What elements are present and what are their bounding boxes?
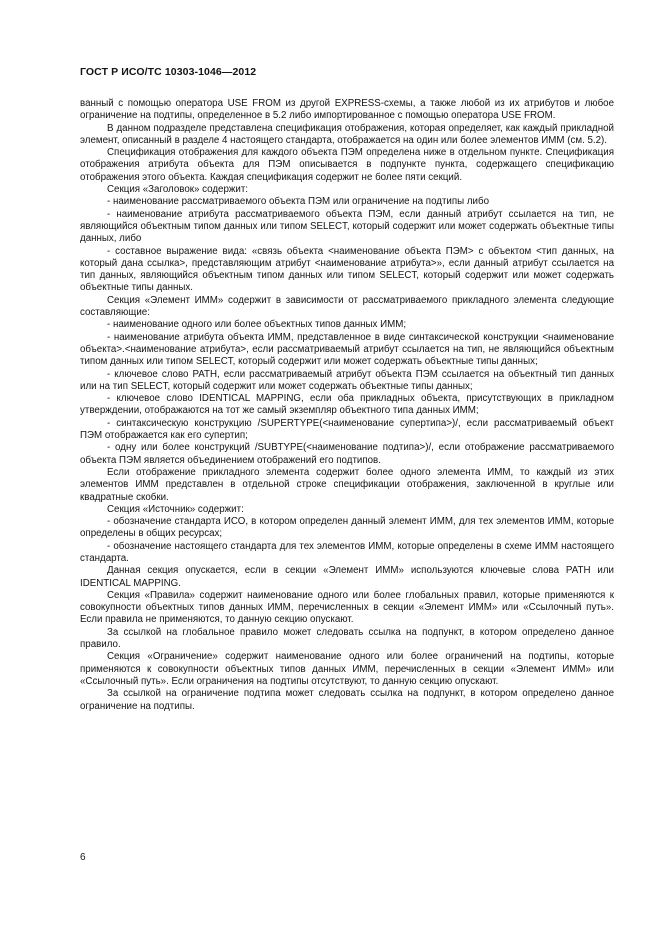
list-item: - обозначение настоящего стандарта для тех элементов ИММ, которые определены в схеме ИММ настоящего стандарта. <box>80 540 614 564</box>
list-item: - ключевое слово PATH, если рассматриваемый атрибут объекта ПЭМ ссылается на объектный тип данных или на тип SELECT, который содержит или может содержать объектные типы данных; <box>80 368 614 392</box>
list-item: - синтаксическую конструкцию /SUPERTYPE(<наименование супертипа>)/, если рассматриваемый объект ПЭМ отображается как его супертип; <box>80 417 614 442</box>
section-heading: Секция «Источник» содержит: <box>107 503 244 515</box>
paragraph: Если отображение прикладного элемента содержит более одного элемента ИММ, то каждый из этих элементов ИММ представлен в отдельной строке спецификации отображения, заключенной в круглые или квадратные скобки. <box>80 466 614 503</box>
paragraph: Секция «Правила» содержит наименование одного или более глобальных правил, которые применяются к совокупности объектных типов данных ИММ, перечисленных в секции «Элемент ИММ» или «Ссылочный путь». Если правила не применяются, то данную секцию опускают. <box>80 589 614 626</box>
paragraph: Спецификация отображения для каждого объекта ПЭМ определена ниже в отдельном пункте. Спецификация отображения атрибута объекта для ПЭМ описывается в подпункте пункта, содержащего спецификацию отображения этого объекта. Каждая спецификация содержит не более пяти секций. <box>80 147 614 183</box>
section-heading: Секция «Заголовок» содержит: <box>107 184 249 196</box>
list-item: - ключевое слово IDENTICAL MAPPING, если оба прикладных объекта, присутствующих в прикладном утверждении, отображаются на тот же самый экземпляр объектного типа данных ИММ; <box>80 393 614 417</box>
paragraph: Секция «Элемент ИММ» содержит в зависимости от рассматриваемого прикладного элемента следующие составляющие: <box>80 294 614 319</box>
paragraph: ванный с помощью оператора USE FROM из другой EXPRESS-схемы, а также любой из их атрибутов и любое ограничение на подтипы, определенное в 5.2 либо импортированное с помощью оператора USE FROM. <box>80 98 614 122</box>
page-number: 6 <box>80 852 86 863</box>
paragraph: Секция «Ограничение» содержит наименование одного или более ограничений на подтипы, которые применяются к совокупности объектных типов данных ИММ, перечисленных в секции «Элемент ИММ» или «Ссылочный путь». Если ограничения на подтипы отсутствуют, то данную секцию опускают. <box>80 651 614 687</box>
body-text <box>80 98 614 713</box>
list-item: - наименование рассматриваемого объекта ПЭМ или ограничение на подтипы либо <box>107 196 490 208</box>
document-header: ГОСТ Р ИСО/ТС 10303-1046—2012 <box>80 66 257 78</box>
list-item: - наименование одного или более объектных типов данных ИММ; <box>107 319 407 331</box>
paragraph: Данная секция опускается, если в секции «Элемент ИММ» используются ключевые слова PATH или IDENTICAL MAPPING. <box>80 565 614 589</box>
list-item: - наименование атрибута объекта ИММ, представленное в виде синтаксической конструкции <наименование объекта>.<наименование атрибута>, если рассматриваемый атрибут ссылается на тип, не являющийся объектным типом данных или типом SELECT, который содержит или может содержать объектные типы данных; <box>80 331 614 368</box>
list-item: - обозначение стандарта ИСО, в котором определен данный элемент ИММ, для тех элементов ИММ, которые определены в общих ресурсах; <box>80 516 614 540</box>
paragraph: За ссылкой на глобальное правило может следовать ссылка на подпункт, в котором определено данное правило. <box>80 626 614 651</box>
list-item: - одну или более конструкций /SUBTYPE(<наименование подтипа>)/, если отображение рассматриваемого объекта ПЭМ является объединением отображений его подтипов. <box>80 442 614 466</box>
list-item: - наименование атрибута рассматриваемого объекта ПЭМ, если данный атрибут ссылается на тип, не являющийся объектным типом данных или типом SELECT, который содержит или может содержать объектные типы данных, либо <box>80 208 614 245</box>
paragraph: За ссылкой на ограничение подтипа может следовать ссылка на подпункт, в котором определено данное ограничение на подтипы. <box>80 688 614 712</box>
paragraph: В данном подразделе представлена спецификация отображения, которая определяет, как каждый прикладной элемент, описанный в разделе 4 настоящего стандарта, отображается на один или более элементов ИММ (см. 5.2). <box>80 122 614 146</box>
list-item: - составное выражение вида: «связь объекта <наименование объекта ПЭМ> с объектом <тип данных, на который дана ссылка>, представляющим атрибут <наименование атрибута>», если данный атрибут ссылается на тип данных, являющийся объектным типом данных или типом SELECT, который содержит или может содержать объектные типы данных. <box>80 245 614 294</box>
